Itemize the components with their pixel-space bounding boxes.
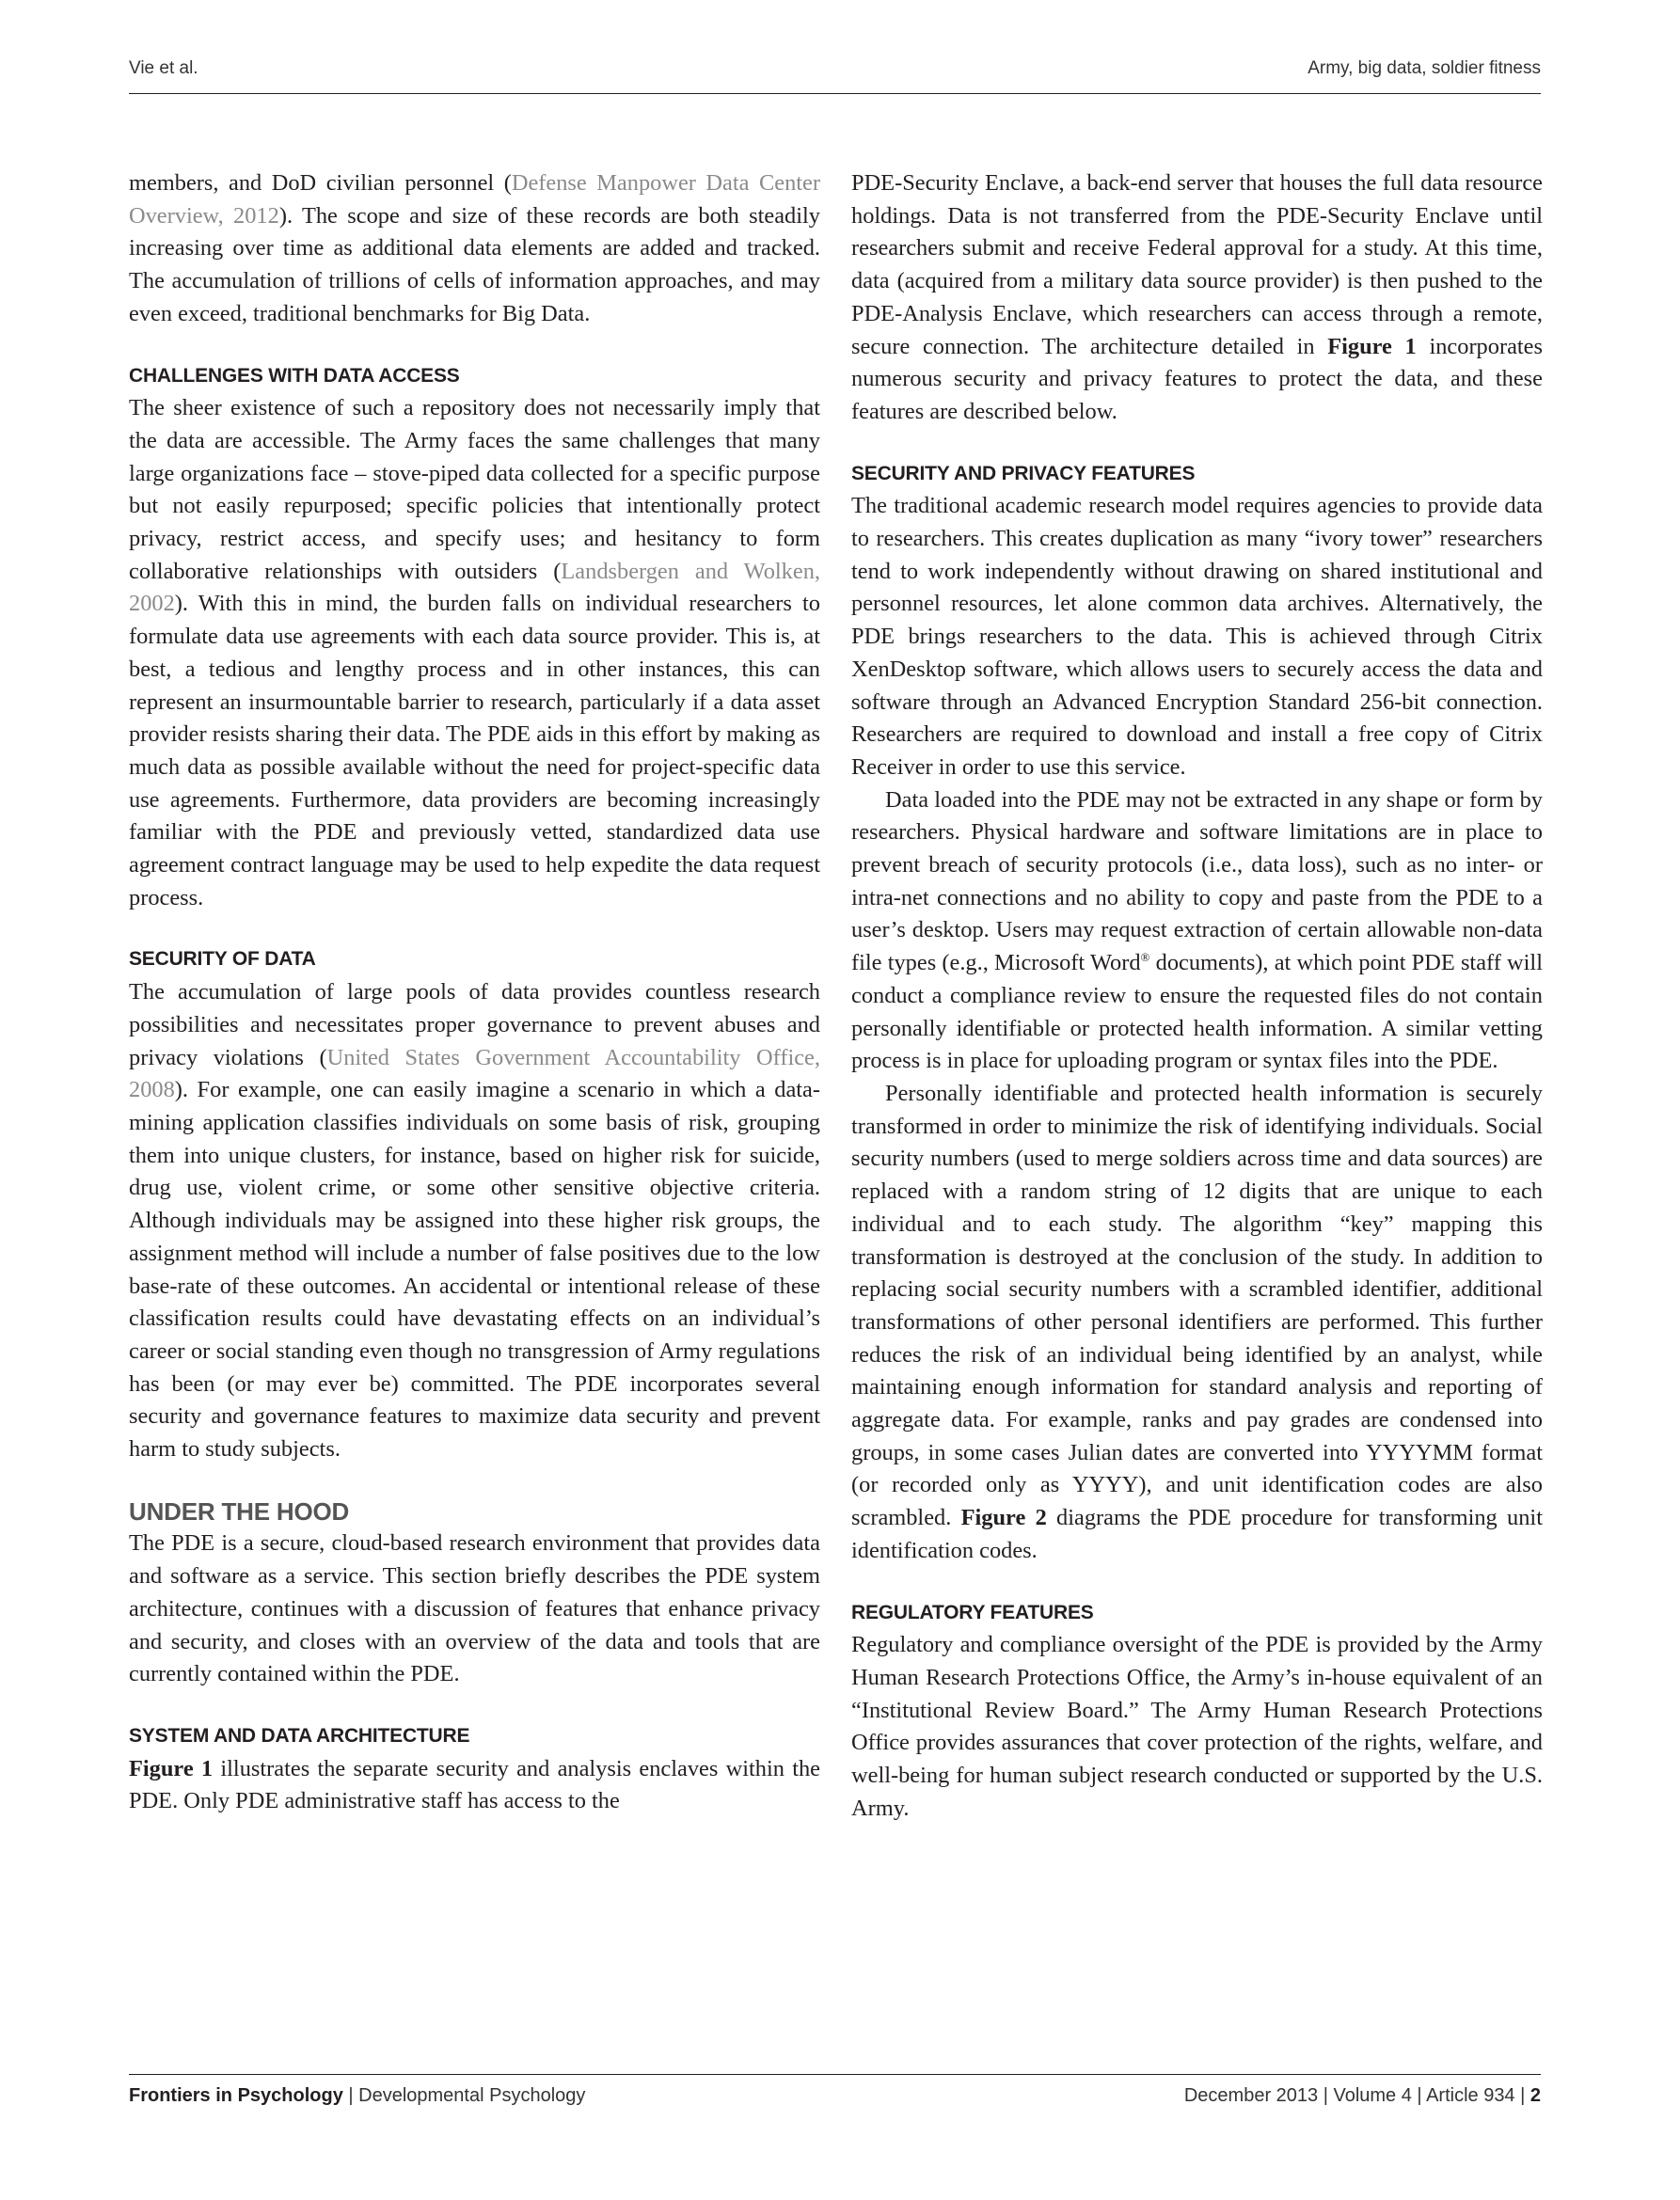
paragraph bbox=[129, 976, 820, 1466]
text-run: The sheer existence of such a repository does not necessarily imply that the data are accessible. The Army faces the same challenges that many large organizations face – stove-piped data collected for a specific purpose but not easily repurposed; specific policies that intentionally protect privacy, restrict access, and specify uses; and hesitancy to form collaborative relationships with outsiders ( bbox=[129, 395, 820, 584]
paragraph bbox=[129, 392, 820, 914]
citation-link[interactable]: United States Government Accountability Office, 2008 bbox=[129, 1044, 820, 1103]
citation-link[interactable]: Landsbergen and Wolken, 2002 bbox=[129, 558, 821, 617]
text-run: documents), at which point PDE staff will conduct a compliance review to ensure the requested files do not contain personally identifiable or protected health information. A similar vetting process is in place for uploading program or syntax files into the PDE. bbox=[851, 950, 1543, 1074]
text-run: members, and DoD civilian personnel ( bbox=[129, 170, 512, 196]
left-column bbox=[129, 167, 820, 1818]
text-run: ). With this in mind, the burden falls on individual researchers to formulate data use agreements with each data source provider. This is, at best, a tedious and lengthy process and in other instances, this can represent an insurmountable barrier to research, particularly if a data asset provider resists sharing their data. The PDE aids in this effort by making as much data as possible available without the need for project-specific data use agreements. Furthermore, data providers are becoming increasingly familiar with the PDE and previously vetted, standardized data use agreement contract language may be used to help expedite the data request process. bbox=[129, 591, 820, 910]
text-run: The accumulation of large pools of data provides countless research possibilities and necessitates proper governance to prevent abuses and privacy violations ( bbox=[129, 979, 820, 1070]
text-run: ). The scope and size of these records are both steadily increasing over time as additional data elements are added and tracked. The accumulation of trillions of cells of information approaches, and may even exceed, traditional benchmarks for Big Data. bbox=[129, 202, 820, 326]
footer-journal bbox=[129, 2085, 585, 2107]
paragraph: Regulatory and compliance oversight of the PDE is provided by the Army Human Research Protections Office, the Army’s in-house equivalent of an “Institutional Review Board.” The Army Human Research Protections Office provides assurances that cover protection of the rights, welfare, and well-being for human subject research conducted or supported by the U.S. Army. bbox=[851, 1632, 1543, 1821]
citation-link[interactable]: Defense Manpower Data Center Overview, 2012 bbox=[129, 170, 820, 229]
text-run: illustrates the separate security and analysis enclaves within the PDE. Only PDE administrative staff has access to the bbox=[129, 1755, 821, 1814]
paragraph bbox=[851, 1078, 1543, 1568]
figure-link[interactable]: Figure 1 bbox=[129, 1755, 214, 1781]
text-run: incorporates numerous security and privacy features to protect the data, and these features are described below. bbox=[851, 333, 1543, 424]
journal-section: | Developmental Psychology bbox=[342, 2085, 586, 2106]
text-run: diagrams the PDE procedure for transforming unit identification codes. bbox=[851, 1505, 1543, 1563]
running-head-title: Army, big data, soldier fitness bbox=[1308, 58, 1541, 78]
text-run: PDE-Security Enclave, a back-end server that houses the full data resource holdings. Data is not transferred from the PDE-Security Enclave until researchers submit and receive Federal approval for a study. At this time, data (acquired from a military data source provider) is then pushed to the PDE-Analysis Enclave, which researchers can access through a remote, secure connection. The architecture detailed in bbox=[851, 170, 1543, 359]
major-heading: UNDER THE HOOD bbox=[129, 1496, 350, 1526]
issue-info: December 2013 | Volume 4 | Article 934 | bbox=[1183, 2085, 1530, 2106]
paragraph bbox=[851, 167, 1543, 429]
section-heading: SECURITY AND PRIVACY FEATURES bbox=[851, 462, 1196, 484]
header-rule bbox=[129, 93, 1541, 94]
registered-mark: ® bbox=[1140, 950, 1150, 965]
paragraph: The traditional academic research model requires agencies to provide data to researchers. This creates duplication as many “ivory tower” researchers tend to work independently without drawing on shared institutional and personnel resources, let alone common data archives. Alternatively, the PDE brings researchers to the data. This is achieved through Citrix XenDesktop software, which allows users to securely access the data and software through an Advanced Encryption Standard 256-bit connection. Researchers are required to download and install a free copy of Citrix Receiver in order to use this service. bbox=[851, 493, 1543, 780]
text-run: Personally identifiable and protected health information is securely transformed in order to minimize the risk of identifying individuals. Social security numbers (used to merge soldiers across time and data sources) are replaced with a random string of 12 digits that are unique to each individual and to each study. The algorithm “key” mapping this transformation is destroyed at the conclusion of the study. In addition to replacing social security numbers with a scrambled identifier, additional transformations of other personal identifiers are performed. This further reduces the risk of an individual being identified by an analyst, while maintaining enough information for standard analysis and reporting of aggregate data. For example, ranks and pay grades are condensed into groups, in some cases Julian dates are converted into YYYYMM format (or recorded only as YYYY), and unit identification codes are also scrambled. bbox=[851, 1080, 1543, 1531]
footer-rule bbox=[129, 2074, 1541, 2075]
page-number: 2 bbox=[1529, 2085, 1541, 2106]
footer-issue bbox=[1184, 2085, 1541, 2107]
figure-link[interactable]: Figure 1 bbox=[1327, 333, 1417, 359]
section-heading: CHALLENGES WITH DATA ACCESS bbox=[129, 364, 460, 387]
paragraph bbox=[129, 167, 820, 331]
paragraph: The PDE is a secure, cloud-based research environment that provides data and software as a service. This section briefly describes the PDE system architecture, continues with a discussion of features that enhance privacy and security, and closes with an overview of the data and tools that are currently contained within the PDE. bbox=[129, 1530, 820, 1687]
section-heading: SYSTEM AND DATA ARCHITECTURE bbox=[129, 1724, 470, 1747]
running-head-authors: Vie et al. bbox=[129, 58, 198, 78]
text-run: ). For example, one can easily imagine a scenario in which a data-mining application classifies individuals on some basis of risk, grouping them into unique clusters, for instance, based on higher risk for suicide, drug use, violent crime, or some other sensitive objective criteria. Although individuals may be assigned into these higher risk groups, the assignment method will include a number of false positives due to the low base-rate of these outcomes. An accidental or intentional release of these classification results could have devastating effects on an individual’s career or social standing even though no transgression of Army regulations has been (or may ever be) committed. The PDE incorporates several security and governance features to maximize data security and prevent harm to study subjects. bbox=[129, 1077, 820, 1463]
paragraph bbox=[129, 1753, 820, 1818]
figure-link[interactable]: Figure 2 bbox=[960, 1505, 1047, 1531]
right-column bbox=[851, 167, 1543, 1825]
section-heading: SECURITY OF DATA bbox=[129, 948, 316, 971]
section-heading: REGULATORY FEATURES bbox=[851, 1601, 1094, 1623]
paragraph bbox=[851, 784, 1543, 1078]
journal-name: Frontiers in Psychology bbox=[129, 2085, 343, 2106]
text-run: Data loaded into the PDE may not be extracted in any shape or form by researchers. Physical hardware and software limitations are in place to prevent breach of security protocols (i.e., data loss), such as no inter- or intra-net connections and no ability to copy and paste from the PDE to a user’s desktop. Users may request extraction of certain allowable non-data file types (e.g., Microsoft Word bbox=[851, 786, 1543, 976]
